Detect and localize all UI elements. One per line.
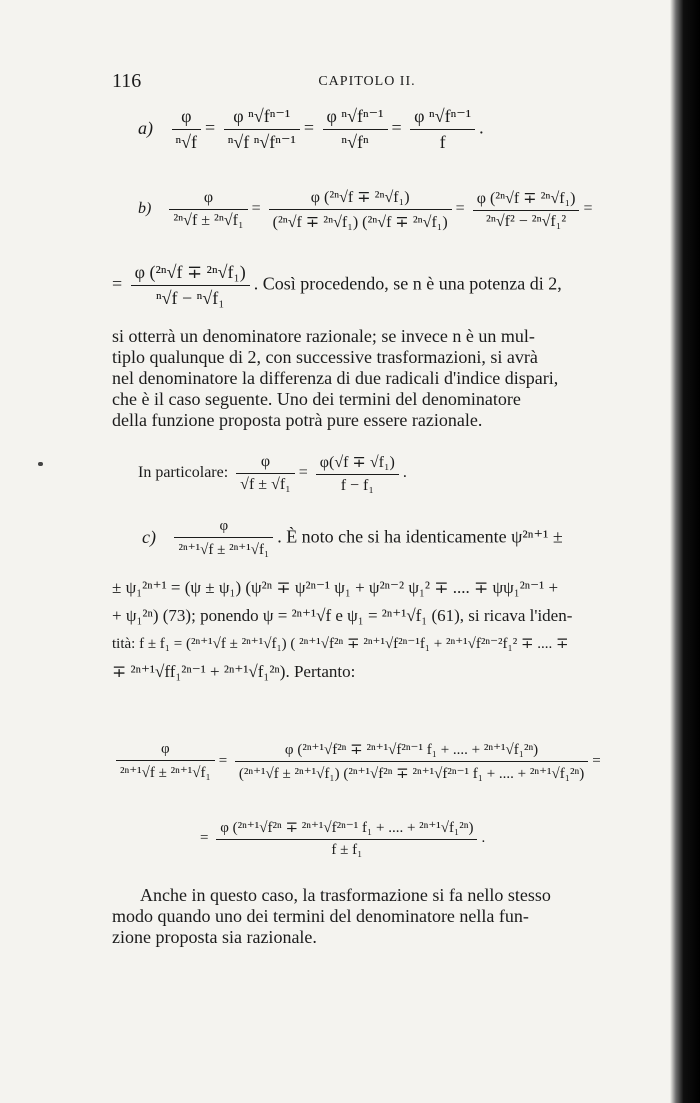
text-line: nel denominatore la differenza di due radicali d'indice dispari, bbox=[112, 368, 559, 388]
paragraph-c bbox=[112, 574, 632, 686]
equation-main: $\frac{\varphi}{\text{²ⁿ⁺¹√f ± ²ⁿ⁺¹√f₁}}$ = φ (²ⁿ⁺¹√f²ⁿ ∓ ²ⁿ⁺¹√f²ⁿ⁻¹ f₁ + .... + ²ⁿ⁺¹√f₁²ⁿ) (²ⁿ⁺¹√f ± ²ⁿ⁺¹√f₁) (²ⁿ⁺¹√f²ⁿ ∓ ²ⁿ⁺¹√f²ⁿ⁻¹ f₁ + .... + ²ⁿ⁺¹√f₁²ⁿ) = bbox=[112, 740, 601, 783]
text-run: . Così procedendo, se n è una potenza di 2, bbox=[253, 273, 562, 294]
chapter-title: CAPITOLO II. bbox=[318, 74, 416, 89]
fraction: $\frac{\varphi}{\text{²ⁿ⁺¹√f ± ²ⁿ⁺¹√f₁}}$ bbox=[174, 518, 273, 559]
equation-particolare: In particolare: $\frac{\varphi}{\text{√f ± √f₁}}$ = $\frac{\text{φ(√f ∓ √f₁)}}{\text{f − f₁}}$ . bbox=[138, 453, 407, 494]
fraction: $\frac{\text{φ (²ⁿ√f ∓ ²ⁿ√f₁)}}{\text{²ⁿ√f² − ²ⁿ√f₁²}}$ bbox=[473, 188, 580, 231]
text-run: . È noto che si ha identicamente ψ²ⁿ⁺¹ ± bbox=[277, 526, 563, 547]
fraction: φ (²ⁿ⁺¹√f²ⁿ ∓ ²ⁿ⁺¹√f²ⁿ⁻¹ f₁ + .... + ²ⁿ⁺¹√f₁²ⁿ) (²ⁿ⁺¹√f ± ²ⁿ⁺¹√f₁) (²ⁿ⁺¹√f²ⁿ ∓ ²ⁿ⁺¹√f²ⁿ⁻¹ f₁ + .... + ²ⁿ⁺¹√f₁²ⁿ) bbox=[235, 740, 588, 783]
equation-b-continued: = $\frac{\text{φ (²ⁿ√f ∓ ²ⁿ√f₁)}}{\text{ⁿ√f − ⁿ√f₁}}$ . Così procedendo, se n è una potenza di 2, bbox=[112, 262, 562, 308]
equation-b: b) $\frac{\varphi}{\text{²ⁿ√f ± ²ⁿ√f₁}}$ = $\frac{\text{φ (²ⁿ√f ∓ ²ⁿ√f₁)}}{\text{(²ⁿ√f ∓ ²ⁿ√f₁) (²ⁿ√f ∓ ²ⁿ√f₁)}}$ = $\frac{\text{φ (²ⁿ√f ∓ ²ⁿ√f₁)}}{\text{²ⁿ√f² − ²ⁿ√f₁²}}$ = bbox=[138, 189, 593, 231]
fraction: $\frac{\varphi}{\text{√f ± √f₁}}$ bbox=[236, 453, 295, 494]
paragraph-2 bbox=[112, 885, 622, 948]
text-line: + ψ₁²ⁿ) (73); ponendo ψ = ²ⁿ⁺¹√f e ψ₁ = ²ⁿ⁺¹√f₁ (61), si ricava l'iden- bbox=[112, 606, 573, 625]
fraction: $\frac{\text{φ ⁿ√fⁿ⁻¹}}{f}$ bbox=[410, 106, 475, 153]
fraction: $\frac{\text{φ ⁿ√fⁿ⁻¹}}{\text{ⁿ√fⁿ}}$ bbox=[323, 106, 388, 153]
fraction: $\frac{\text{φ (²ⁿ√f ∓ ²ⁿ√f₁)}}{\text{(²ⁿ√f ∓ ²ⁿ√f₁) (²ⁿ√f ∓ ²ⁿ√f₁)}}$ bbox=[269, 187, 452, 232]
paragraph-1 bbox=[112, 326, 622, 431]
particolare-label: In particolare: bbox=[138, 464, 229, 482]
equation-label: a) bbox=[138, 117, 153, 138]
text-line: della funzione proposta potrà pure essere razionale. bbox=[112, 410, 483, 430]
book-binding-shadow bbox=[670, 0, 700, 1103]
fraction: $\frac{\text{φ ⁿ√fⁿ⁻¹}}{\text{ⁿ√f ⁿ√fⁿ⁻¹}}$ bbox=[224, 106, 300, 153]
equation-c bbox=[142, 518, 563, 559]
equation-main-result: = $\frac{\text{φ (²ⁿ⁺¹√f²ⁿ ∓ ²ⁿ⁺¹√f²ⁿ⁻¹ f₁ + .... + ²ⁿ⁺¹√f₁²ⁿ)}}{\text{f ± f₁}}$ . bbox=[200, 820, 486, 858]
fraction: $\frac{\varphi}{\text{²ⁿ√f ± ²ⁿ√f₁}}$ bbox=[169, 189, 247, 230]
fraction: $\frac{\varphi}{\text{ⁿ√f}}$ bbox=[172, 106, 202, 153]
equation-a: a) $\frac{\varphi}{\text{ⁿ√f}}$ = $\frac{\text{φ ⁿ√fⁿ⁻¹}}{\text{ⁿ√f ⁿ√fⁿ⁻¹}}$ = $\frac{\text{φ ⁿ√fⁿ⁻¹}}{\text{ⁿ√fⁿ}}$ = $\frac{\text{φ ⁿ√fⁿ⁻¹}}{f}$ . bbox=[138, 106, 484, 152]
text-line: che è il caso seguente. Uno dei termini del denominatore bbox=[112, 389, 521, 409]
fraction: $\frac{\varphi}{\text{²ⁿ⁺¹√f ± ²ⁿ⁺¹√f₁}}$ bbox=[116, 741, 215, 782]
text-line: ± ψ₁²ⁿ⁺¹ = (ψ ± ψ₁) (ψ²ⁿ ∓ ψ²ⁿ⁻¹ ψ₁ + ψ²ⁿ⁻² ψ₁² ∓ .... ∓ ψψ₁²ⁿ⁻¹ + bbox=[112, 578, 559, 597]
text-line: tità: f ± f₁ = (²ⁿ⁺¹√f ± ²ⁿ⁺¹√f₁) ( ²ⁿ⁺¹√f²ⁿ ∓ ²ⁿ⁺¹√f²ⁿ⁻¹f₁ + ²ⁿ⁺¹√f²ⁿ⁻²f₁² ∓ .... ∓ bbox=[112, 636, 569, 652]
text-line: si otterrà un denominatore razionale; se invece n è un mul- bbox=[112, 326, 535, 346]
equation-label: c) bbox=[142, 526, 156, 547]
text-line: ∓ ²ⁿ⁺¹√ff₁²ⁿ⁻¹ + ²ⁿ⁺¹√f₁²ⁿ). Pertanto: bbox=[112, 662, 356, 681]
equation-label: b) bbox=[138, 200, 152, 218]
text-line: tiplo qualunque di 2, con successive trasformazioni, si avrà bbox=[112, 347, 538, 367]
fraction: $\frac{\text{φ (²ⁿ⁺¹√f²ⁿ ∓ ²ⁿ⁺¹√f²ⁿ⁻¹ f₁ + .... + ²ⁿ⁺¹√f₁²ⁿ)}}{\text{f ± f₁}}$ bbox=[216, 818, 477, 859]
page-number: 116 bbox=[112, 70, 142, 92]
ink-smudge bbox=[38, 462, 43, 466]
fraction: $\frac{\text{φ (²ⁿ√f ∓ ²ⁿ√f₁)}}{\text{ⁿ√f − ⁿ√f₁}}$ bbox=[131, 262, 250, 309]
text-line: zione proposta sia razionale. bbox=[112, 927, 317, 947]
page-header bbox=[112, 70, 622, 100]
fraction: $\frac{\text{φ(√f ∓ √f₁)}}{\text{f − f₁}}$ bbox=[316, 452, 399, 495]
text-line: modo quando uno dei termini del denominatore nella fun- bbox=[112, 906, 529, 926]
text-line: Anche in questo caso, la trasformazione si fa nello stesso bbox=[140, 885, 551, 905]
